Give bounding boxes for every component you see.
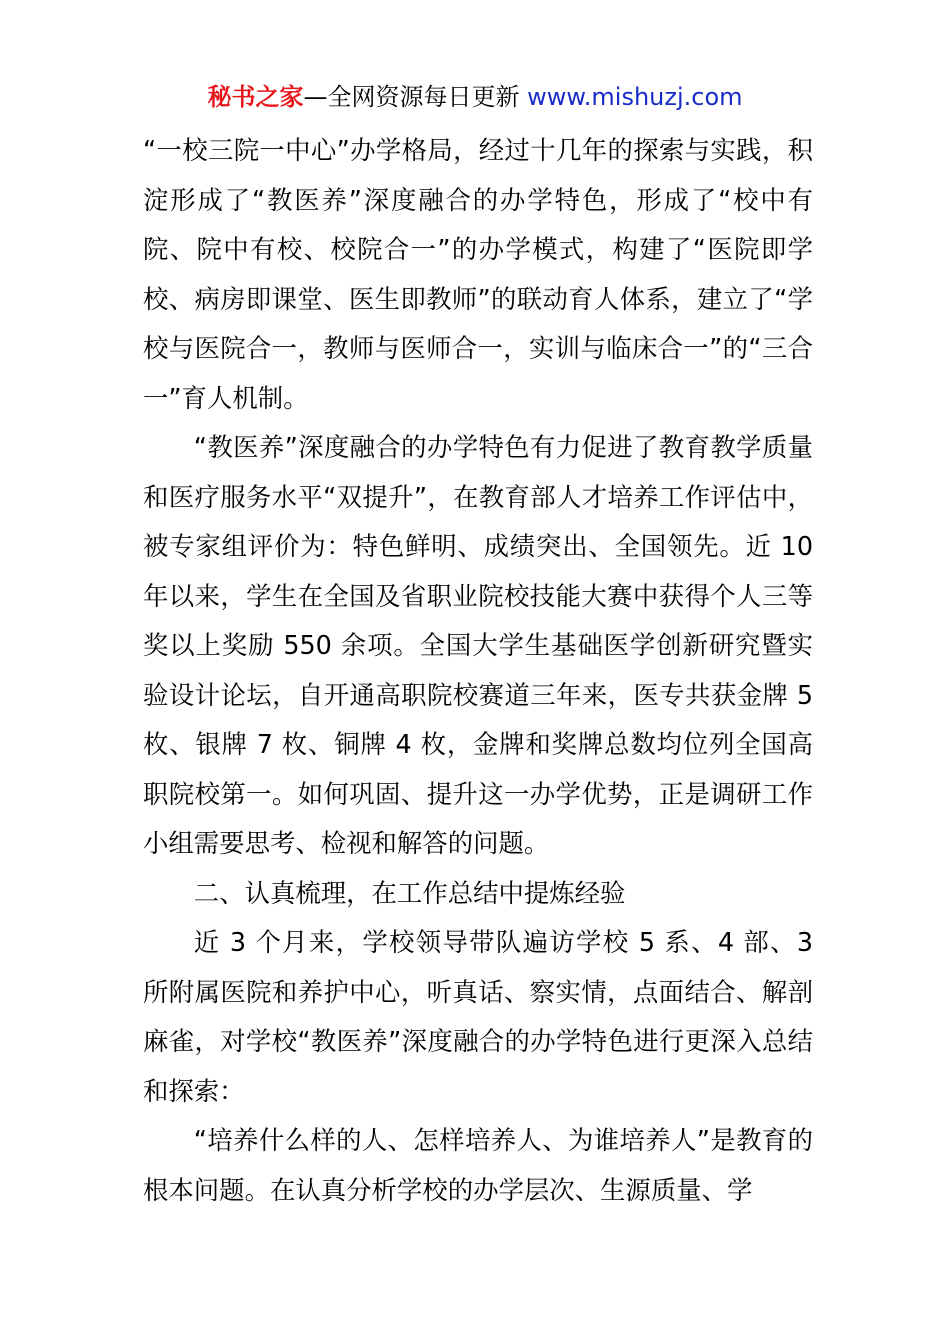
site-header [0,80,950,114]
header-slogan: —全网资源每日更新 [303,83,520,111]
paragraph-2: “教医养”深度融合的办学特色有力促进了教育教学质量和医疗服务水平“双提升”，在教育部人才培养工作评估中，被专家组评价为：特色鲜明、成绩突出、全国领先。近 10 年以来，学生在全国及省职业院校技能大赛中获得个人三等奖以上奖励 550 余项。全国大学生基础医学创新研究暨实验设计论坛，自开通高职院校赛道三年来，医专共获金牌 5 枚、银牌 7 枚、铜牌 4 枚，金牌和奖牌总数均位列全国高职院校第一。如何巩固、提升这一办学优势，正是调研工作小组需要思考、检视和解答的问题。 [143,432,813,858]
paragraph-1: “一校三院一中心”办学格局，经过十几年的探索与实践，积淀形成了“教医养”深度融合的办学特色，形成了“校中有院、院中有校、校院合一”的办学模式，构建了“医院即学校、病房即课堂、医生即教师”的联动育人体系，建立了“学校与医院合一，教师与医师合一，实训与临床合一”的“三合一”育人机制。 [143,135,813,413]
section-heading: 二、认真梳理，在工作总结中提炼经验 [193,877,626,908]
paragraph-3: 近 3 个月来，学校领导带队遍访学校 5 系、4 部、3 所附属医院和养护中心，听真话、察实情，点面结合、解剖麻雀，对学校“教医养”深度融合的办学特色进行更深入总结和探索： [143,927,813,1106]
paragraph-4: “培养什么样的人、怎样培养人、为谁培养人”是教育的根本问题。在认真分析学校的办学层次、生源质量、学 [143,1125,813,1205]
brand-name[interactable]: 秘书之家 [207,83,304,111]
site-url-link[interactable]: www.mishuzj.com [527,83,743,111]
document-body [143,126,813,1215]
